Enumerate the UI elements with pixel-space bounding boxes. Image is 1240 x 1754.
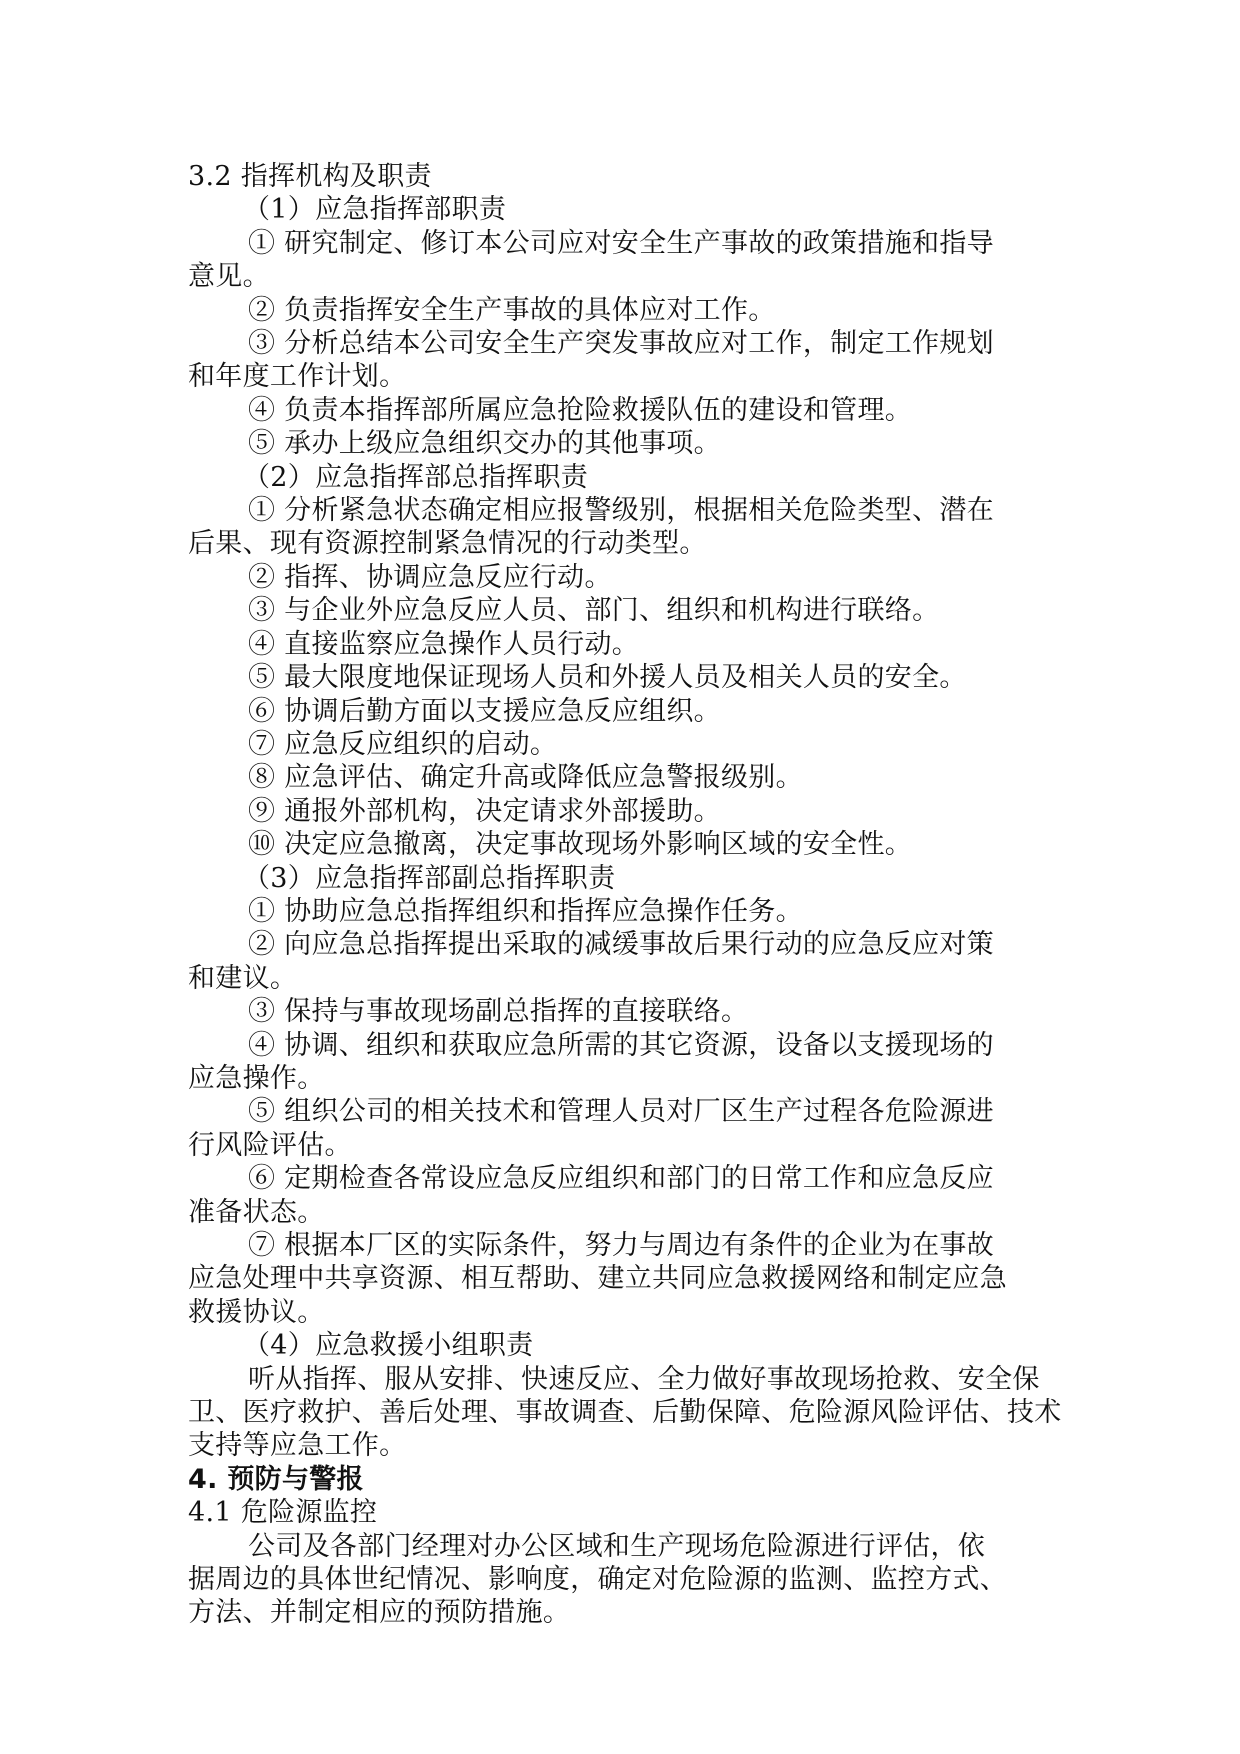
paragraph-line: ⑤ 组织公司的相关技术和管理人员对厂区生产过程各危险源进	[248, 1096, 994, 1128]
paragraph-line: ① 分析紧急状态确定相应报警级别，根据相关危险类型、潜在	[248, 495, 994, 527]
paragraph-line: ⑦ 根据本厂区的实际条件，努力与周边有条件的企业为在事故	[248, 1230, 994, 1261]
paragraph-line: ③ 分析总结本公司安全生产突发事故应对工作，制定工作规划	[248, 328, 994, 360]
paragraph-line: ⑥ 定期检查各常设应急反应组织和部门的日常工作和应急反应	[248, 1163, 994, 1195]
paragraph-line: ⑦ 应急反应组织的启动。	[248, 728, 558, 760]
paragraph-line: 公司及各部门经理对办公区域和生产现场危险源进行评估，依	[248, 1530, 986, 1562]
paragraph-line: 支持等应急工作。	[188, 1430, 407, 1462]
paragraph-line: ⑨ 通报外部机构，决定请求外部援助。	[248, 795, 721, 827]
subsection-heading: （1）应急指挥部职责	[243, 194, 507, 226]
section-heading-3-2: 3.2 指挥机构及职责	[188, 161, 432, 192]
paragraph-line: ⑧ 应急评估、确定升高或降低应急警报级别。	[248, 762, 803, 794]
paragraph-line: 听从指挥、服从安排、快速反应、全力做好事故现场抢救、安全保	[248, 1363, 1040, 1395]
paragraph-line: 意见。	[188, 261, 270, 293]
subsection-heading: （2）应急指挥部总指挥职责	[243, 461, 589, 493]
document-page	[188, 160, 1062, 1630]
paragraph-line: ② 向应急总指挥提出采取的减缓事故后果行动的应急反应对策	[248, 929, 994, 961]
paragraph-line: 后果、现有资源控制紧急情况的行动类型。	[188, 528, 707, 560]
paragraph-line: 应急操作。	[188, 1062, 325, 1094]
paragraph-line: ② 负责指挥安全生产事故的具体应对工作。	[248, 294, 776, 326]
subsection-heading: （3）应急指挥部副总指挥职责	[243, 862, 616, 894]
paragraph-line: ① 协助应急总指挥组织和指挥应急操作任务。	[248, 895, 803, 927]
paragraph-line: ② 指挥、协调应急反应行动。	[248, 561, 612, 593]
paragraph-line: ⑤ 承办上级应急组织交办的其他事项。	[248, 428, 721, 460]
paragraph-line: ⑤ 最大限度地保证现场人员和外援人员及相关人员的安全。	[248, 662, 967, 694]
paragraph-line: 和年度工作计划。	[188, 361, 407, 393]
paragraph-line: 方法、并制定相应的预防措施。	[188, 1597, 571, 1629]
paragraph-line: ④ 负责本指挥部所属应急抢险救援队伍的建设和管理。	[248, 394, 913, 426]
paragraph-line: ⑥ 协调后勤方面以支援应急反应组织。	[248, 695, 721, 727]
paragraph-line: ④ 协调、组织和获取应急所需的其它资源，设备以支援现场的	[248, 1029, 994, 1061]
section-heading-4-1: 4.1 危险源监控	[188, 1497, 378, 1529]
paragraph-line: ③ 保持与事故现场副总指挥的直接联络。	[248, 996, 749, 1028]
chapter-heading-4: 4. 预防与警报	[188, 1463, 364, 1495]
paragraph-line: 准备状态。	[188, 1196, 325, 1228]
paragraph-line: ④ 直接监察应急操作人员行动。	[248, 628, 640, 660]
paragraph-line: 和建议。	[188, 962, 298, 994]
paragraph-line: 应急处理中共享资源、相互帮助、建立共同应急救援网络和制定应急	[188, 1263, 1007, 1295]
paragraph-line: ① 研究制定、修订本公司应对安全生产事故的政策措施和指导	[248, 227, 994, 259]
paragraph-line: 据周边的具体世纪情况、影响度，确定对危险源的监测、监控方式、	[188, 1564, 1007, 1596]
paragraph-line: 卫、医疗救护、善后处理、事故调查、后勤保障、危险源风险评估、技术	[188, 1397, 1062, 1429]
paragraph-line: 行风险评估。	[188, 1129, 352, 1161]
paragraph-line: ⑩ 决定应急撤离，决定事故现场外影响区域的安全性。	[248, 829, 913, 861]
subsection-heading: （4）应急救援小组职责	[243, 1330, 534, 1362]
paragraph-line: 救援协议。	[188, 1296, 325, 1328]
paragraph-line: ③ 与企业外应急反应人员、部门、组织和机构进行联络。	[248, 595, 940, 627]
